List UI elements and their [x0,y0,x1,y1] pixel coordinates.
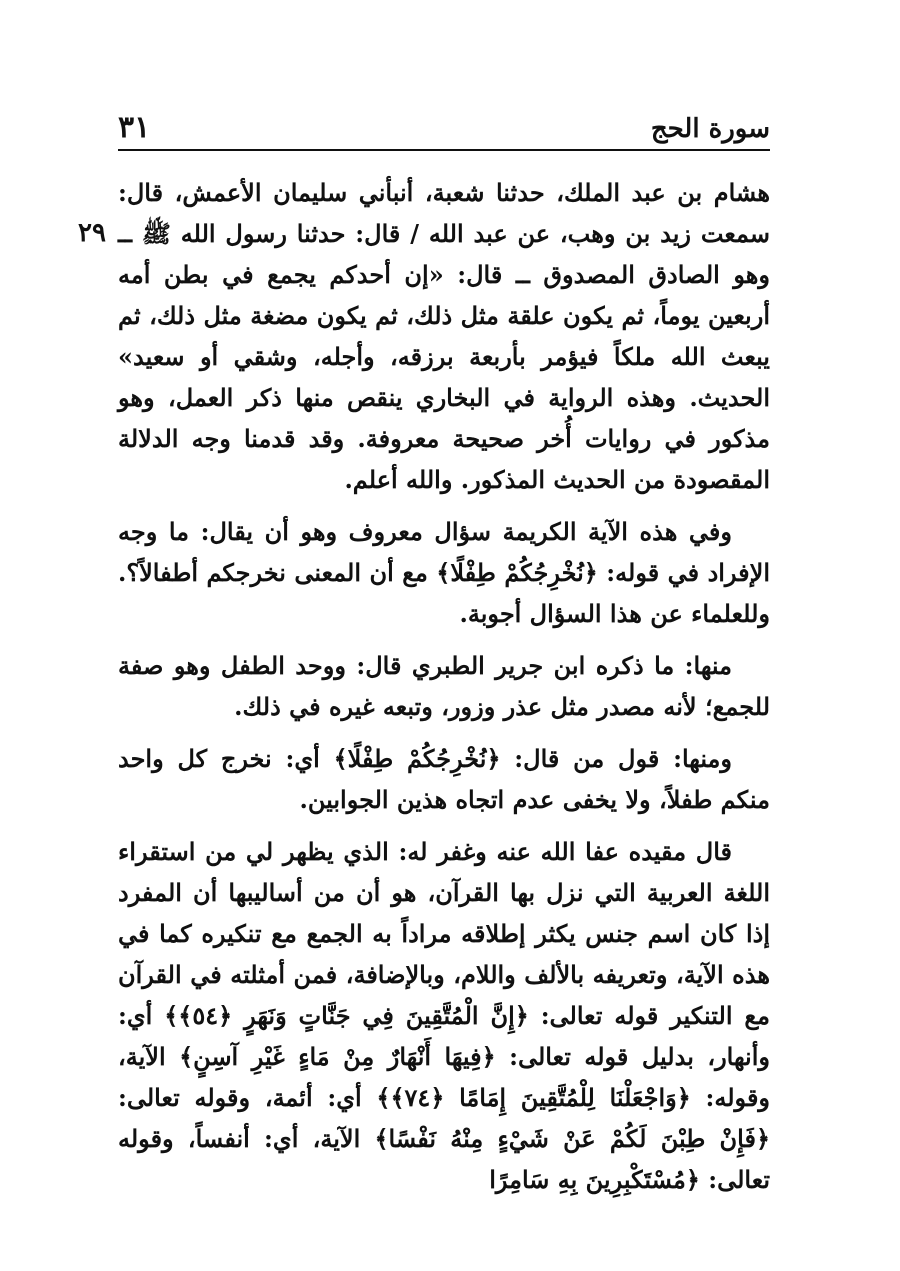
paragraph-answer-2: ومنها: قول من قال: ﴿نُخْرِجُكُمْ طِفْلًا﴾ أي: نخرج كل واحد منكم طفلاً، ولا يخفى عدم اتجاه هذين الجوابين. [118,744,770,814]
paragraph-author-view: قال مقيده عفا الله عنه وغفر له: الذي يظهر لي من استقراء اللغة العربية التي نزل بها القرآن، هو أن من أساليبها أن المفرد إذا كان اسم جنس يكثر إطلاقه مراداً به الجمع مع تنكيره كما في هذه الآية، وتعريفه بالألف واللام، وبالإضافة، فمن أمثلته في القرآن مع التنكير قوله تعالى: ﴿إِنَّ الْمُتَّقِينَ فِي جَنَّاتٍ وَنَهَرٍ ﴿٥٤﴾﴾ أي: وأنهار، بدليل قوله تعالى: ﴿فِيهَا أَنْهَارٌ مِنْ مَاءٍ غَيْرِ آسِنٍ﴾ الآية، وقوله: ﴿وَاجْعَلْنَا لِلْمُتَّقِينَ إِمَامًا ﴿٧٤﴾﴾ أي: أئمة، وقوله تعالى: ﴿فَإِنْ طِبْنَ لَكُمْ عَنْ شَيْءٍ مِنْهُ نَفْسًا﴾ الآية، أي: أنفساً، وقوله تعالى: ﴿مُسْتَكْبِرِينَ بِهِ سَامِرًا [118,837,771,1194]
page-header [118,108,770,148]
paragraph-question: وفي هذه الآية الكريمة سؤال معروف وهو أن يقال: ما وجه الإفراد في قوله: ﴿نُخْرِجُكُمْ طِفْلًا﴾ مع أن المعنى نخرجكم أطفالاً؟. وللعلماء عن هذا السؤال أجوبة. [118,517,770,628]
main-text [118,172,770,1200]
surah-title: سورة الحج [650,114,770,144]
margin-reference-number: ٢٩ [78,218,106,248]
page-number: ٣١ [118,110,151,145]
paragraph-hadith: هشام بن عبد الملك، حدثنا شعبة، أنبأني سليمان الأعمش، قال: سمعت زيد بن وهب، عن عبد الله / قال: حدثنا رسول الله ﷺ ــ وهو الصادق المصدوق ــ قال: «إن أحدكم يجمع في بطن أمه أربعين يوماً، ثم يكون علقة مثل ذلك، ثم يكون مضغة مثل ذلك، ثم يبعث الله ملكاً فيؤمر بأربعة برزقه، وأجله، وشقي أو سعيد» الحديث. وهذه الرواية في البخاري ينقص منها ذكر العمل، وهو مذكور في روايات أُخر صحيحة معروفة. وقد قدمنا وجه الدلالة المقصودة من الحديث المذكور. والله أعلم. [118,178,770,494]
header-divider [118,149,770,151]
paragraph-answer-1: منها: ما ذكره ابن جرير الطبري قال: ووحد الطفل وهو صفة للجمع؛ لأنه مصدر مثل عذر وزور، وتبعه غيره في ذلك. [118,651,770,721]
